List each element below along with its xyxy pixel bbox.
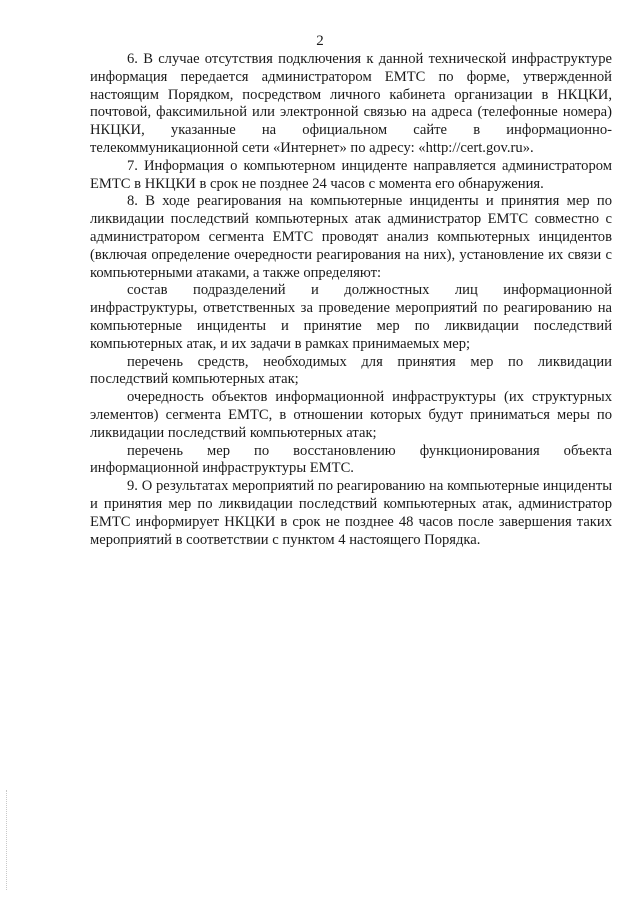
page-number: 2 [316, 33, 324, 49]
paragraph-8: 8. В ходе реагирования на компьютерные инциденты и принятия мер по ликвидации последствий компьютерных атак администратор ЕМТС совместно с администратором сегмента ЕМТС проводят анализ компьютерных инцидентов (включая определение очередности реагирования на них), установление их связи с компьютерными атаками, а также определяют: [90, 193, 612, 281]
paragraph-8-item-staff: состав подразделений и должностных лиц информационной инфраструктуры, ответственных за проведение мероприятий по реагированию на компьютерные инциденты и принятие мер по ликвидации последствий компьютерных атак, и их задачи в рамках принимаемых мер; [90, 282, 612, 352]
paragraph-8-item-recovery: перечень мер по восстановлению функционирования объекта информационной инфраструктуры ЕМТС. [90, 442, 612, 477]
paragraph-7: 7. Информация о компьютерном инциденте направляется администратором ЕМТС в НКЦКИ в срок не позднее 24 часов с момента его обнаружения. [90, 157, 612, 192]
scan-margin-marks [6, 790, 9, 890]
paragraph-8-item-means: перечень средств, необходимых для принятия мер по ликвидации последствий компьютерных атак; [90, 353, 612, 388]
paragraph-8-item-order: очередность объектов информационной инфраструктуры (их структурных элементов) сегмента ЕМТС, в отношении которых будут приниматься меры по ликвидации последствий компьютерных атак; [90, 389, 612, 441]
document-body [90, 51, 612, 549]
paragraph-9: 9. О результатах мероприятий по реагированию на компьютерные инциденты и принятия мер по ликвидации последствий компьютерных атак, администратор ЕМТС информирует НКЦКИ в срок не позднее 48 часов после завершения таких мероприятий в соответствии с пунктом 4 настоящего Порядка. [90, 478, 612, 548]
paragraph-6: 6. В случае отсутствия подключения к данной технической инфраструктуре информация передается администратором ЕМТС по форме, утвержденной настоящим Порядком, посредством личного кабинета организации в НКЦКИ, почтовой, факсимильной или электронной связью на адреса (телефонные номера) НКЦКИ, указанные на официальном сайте в информационно-телекоммуникационной сети «Интернет» по адресу: «http://cert.gov.ru». [90, 51, 612, 156]
